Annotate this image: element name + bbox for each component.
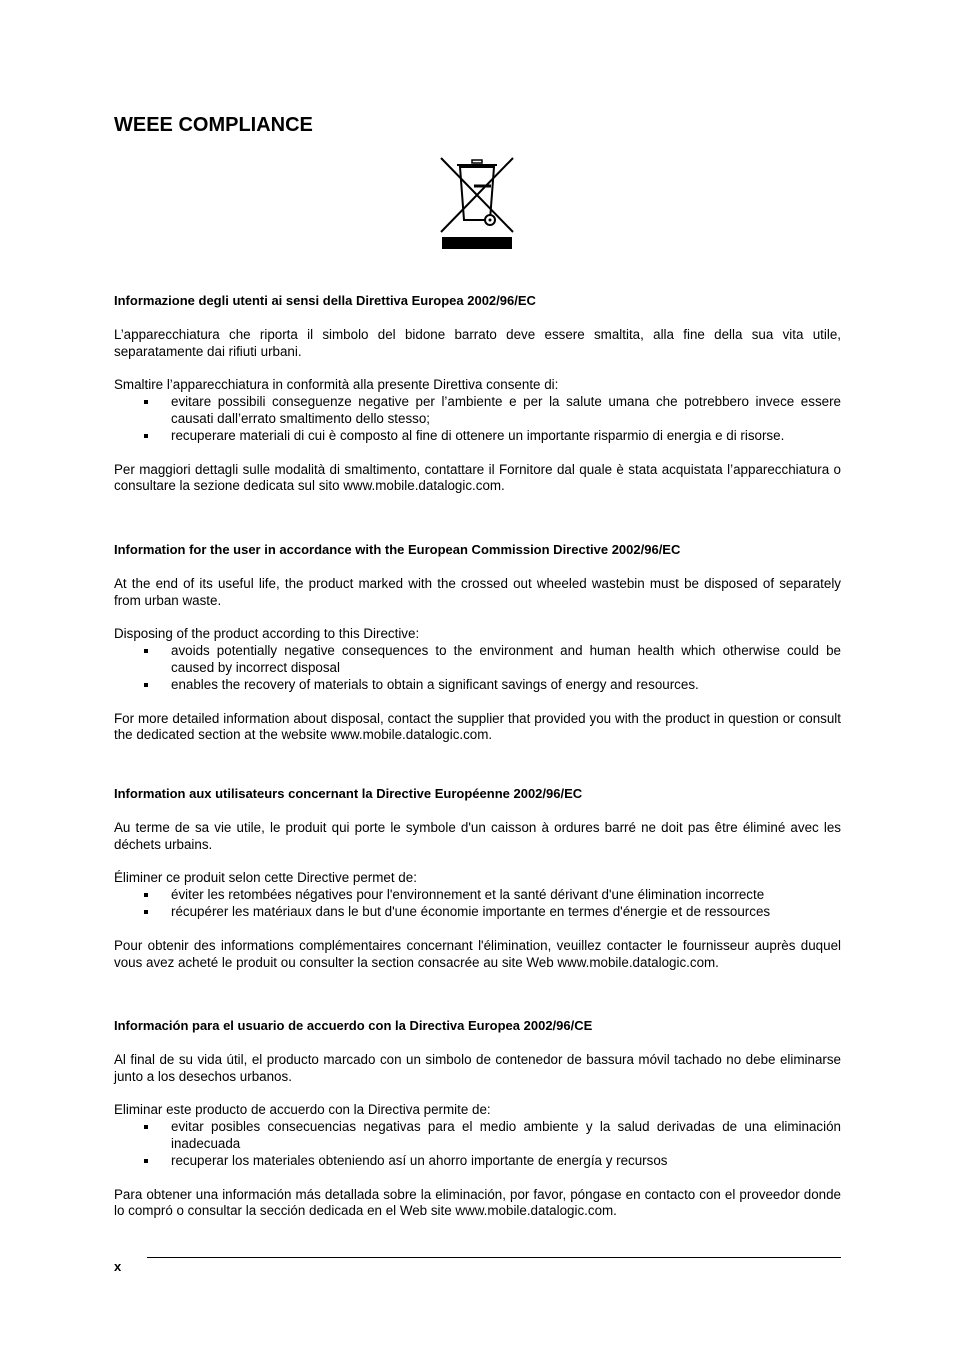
page-title: WEEE COMPLIANCE bbox=[114, 114, 313, 136]
bullet-list bbox=[114, 1119, 841, 1169]
section-french bbox=[114, 786, 841, 971]
bullet-icon bbox=[144, 683, 148, 687]
paragraph: At the end of its useful life, the product marked with the crossed out wheeled wastebin must be disposed of separately from urban waste. bbox=[114, 575, 841, 608]
list-item bbox=[114, 904, 841, 921]
list-item-text: avoids potentially negative consequences to the environment and human health which otherwise could be caused by incorrect disposal bbox=[171, 643, 841, 675]
bullet-icon bbox=[144, 649, 148, 653]
list-item bbox=[114, 428, 841, 445]
list-item-text: récupérer les matériaux dans le but d'une économie importante en termes d'énergie et de ressources bbox=[171, 903, 771, 919]
paragraph: L’apparecchiatura che riporta il simbolo del bidone barrato deve essere smaltita, alla fine della sua vita utile, separatamente dai rifiuti urbani. bbox=[114, 326, 841, 359]
bullet-icon bbox=[144, 1125, 148, 1129]
crossed-out-wheeled-bin-icon bbox=[439, 156, 515, 252]
list-item-text: evitar posibles consecuencias negativas para el medio ambiente y la salud derivadas de una eliminación inadecuada bbox=[171, 1119, 841, 1151]
paragraph: Al final de su vida útil, el producto marcado con un simbolo de contenedor de bassura móvil tachado no debe eliminarse junto a los desechos urbanos. bbox=[114, 1051, 841, 1084]
list-item-text: enables the recovery of materials to obtain a significant savings of energy and resources. bbox=[171, 676, 699, 692]
section-italian bbox=[114, 293, 841, 495]
paragraph: Per maggiori dettagli sulle modalità di smaltimento, contattare il Fornitore dal quale è stata acquistata l’apparecchiatura o consultare la sezione dedicata sul sito www.mobile.datalogic.com. bbox=[114, 461, 841, 494]
bullet-icon bbox=[144, 434, 148, 438]
bullet-list bbox=[114, 887, 841, 921]
page-number: x bbox=[114, 1259, 122, 1274]
list-item bbox=[114, 1153, 841, 1170]
footer-divider bbox=[147, 1257, 841, 1258]
list-item-text: éviter les retombées négatives pour l'environnement et la santé dérivant d'une élimination incorrecte bbox=[171, 887, 765, 903]
section-heading: Information aux utilisateurs concernant la Directive Européenne 2002/96/EC bbox=[114, 786, 583, 801]
list-item bbox=[114, 677, 841, 694]
list-intro: Smaltire l’apparecchiatura in conformità alla presente Direttiva consente di: bbox=[114, 377, 559, 393]
list-item bbox=[114, 1119, 841, 1153]
list-intro: Disposing of the product according to this Directive: bbox=[114, 626, 420, 642]
paragraph: Para obtener una información más detallada sobre la eliminación, por favor, póngase en contacto con el proveedor donde lo compró o consultar la sección dedicada en el Web site www.mobile.datalogic.com. bbox=[114, 1186, 841, 1219]
bullet-icon bbox=[144, 893, 148, 897]
list-item bbox=[114, 887, 841, 904]
list-item-text: evitare possibili conseguenze negative per l’ambiente e per la salute umana che potrebbero invece essere causati dall’errato smaltimento dello stesso; bbox=[171, 394, 841, 426]
paragraph: For more detailed information about disposal, contact the supplier that provided you with the product in question or consult the dedicated section at the website www.mobile.datalogic.com. bbox=[114, 710, 841, 743]
paragraph: Au terme de sa vie utile, le produit qui porte le symbole d'un caisson à ordures barré ne doit pas être éliminé avec les déchets urbains. bbox=[114, 819, 841, 852]
bullet-list bbox=[114, 643, 841, 693]
bullet-icon bbox=[144, 400, 148, 404]
list-item-text: recuperar los materiales obteniendo así un ahorro importante de energía y recursos bbox=[171, 1152, 668, 1168]
list-item bbox=[114, 643, 841, 677]
section-heading: Información para el usuario de accuerdo con la Directiva Europea 2002/96/CE bbox=[114, 1018, 593, 1033]
section-heading: Informazione degli utenti ai sensi della Direttiva Europea 2002/96/EC bbox=[114, 293, 536, 308]
section-english bbox=[114, 542, 841, 744]
bullet-icon bbox=[144, 1159, 148, 1163]
list-intro: Éliminer ce produit selon cette Directive permet de: bbox=[114, 870, 417, 886]
paragraph: Pour obtenir des informations complémentaires concernant l'élimination, veuillez contacter le fournisseur auprès duquel vous avez acheté le produit ou consulter la section consacrée au site Web www.mobile.datalogic.com. bbox=[114, 937, 841, 970]
bullet-icon bbox=[144, 910, 148, 914]
section-heading: Information for the user in accordance with the European Commission Directive 2002/96/EC bbox=[114, 542, 681, 557]
list-item bbox=[114, 394, 841, 428]
bullet-list bbox=[114, 394, 841, 444]
list-intro: Eliminar este producto de accuerdo con la Directiva permite de: bbox=[114, 1102, 491, 1118]
section-spanish bbox=[114, 1018, 841, 1220]
list-item-text: recuperare materiali di cui è composto al fine di ottenere un importante risparmio di energia e di risorse. bbox=[171, 427, 785, 443]
